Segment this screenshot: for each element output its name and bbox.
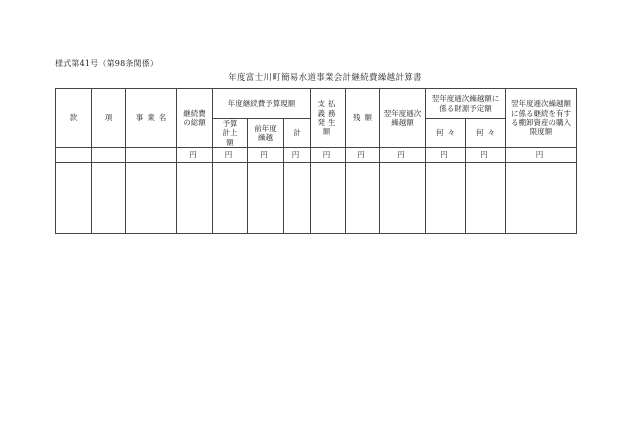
unit-yen: 円 [380,148,426,163]
blank-cell [380,163,426,234]
cell-jigyo-mei [126,148,177,163]
unit-yen: 円 [466,148,506,163]
unit-yen: 円 [346,148,380,163]
blank-cell [466,163,506,234]
header-jigyo-mei: 事業名 [126,89,177,148]
cell-kan [56,148,92,163]
blank-cell [126,163,177,234]
header-tanaoroshi: 翌年度逓次繰越額に係る継続を有する棚卸資産の購入限度額 [506,89,577,148]
header-zennendo-kurikoshi: 前年度繰越 [248,119,284,148]
blank-cell [346,163,380,234]
blank-cell [213,163,248,234]
header-kan: 款 [56,89,92,148]
header-zangaku: 残額 [346,89,380,148]
header-kei: 計 [284,119,311,148]
unit-yen: 円 [426,148,466,163]
header-zaigen-yotei: 翌年度逓次繰越額に係る財源予定額 [426,89,506,119]
header-nani-1: 何々 [426,119,466,148]
document-title: 年度富士川町簡易水道事業会計継続費繰越計算書 [228,73,422,83]
unit-yen: 円 [506,148,577,163]
unit-yen: 円 [177,148,213,163]
cell-kou [92,148,126,163]
unit-yen: 円 [311,148,346,163]
blank-cell [92,163,126,234]
blank-cell [426,163,466,234]
header-kou: 項 [92,89,126,148]
unit-yen: 円 [248,148,284,163]
header-keizokuhi-sogaku: 継続費の総額 [177,89,213,148]
form-number-label: 様式第41号（第98条関係） [55,59,159,68]
unit-yen: 円 [213,148,248,163]
blank-cell [311,163,346,234]
blank-cell [177,163,213,234]
unit-yen: 円 [284,148,311,163]
header-yosan-keijo: 予算計上額 [213,119,248,148]
blank-cell [284,163,311,234]
blank-cell [248,163,284,234]
carryover-calculation-table [55,88,577,234]
header-nani-2: 何々 [466,119,506,148]
blank-cell [56,163,92,234]
header-shiharai-gimu: 支払義務発生額 [311,89,346,148]
header-yokunendo-kurikoshi: 翌年度逓次繰越額 [380,89,426,148]
blank-cell [506,163,577,234]
header-yosan-genkaku: 年度継続費予算現額 [213,89,311,119]
